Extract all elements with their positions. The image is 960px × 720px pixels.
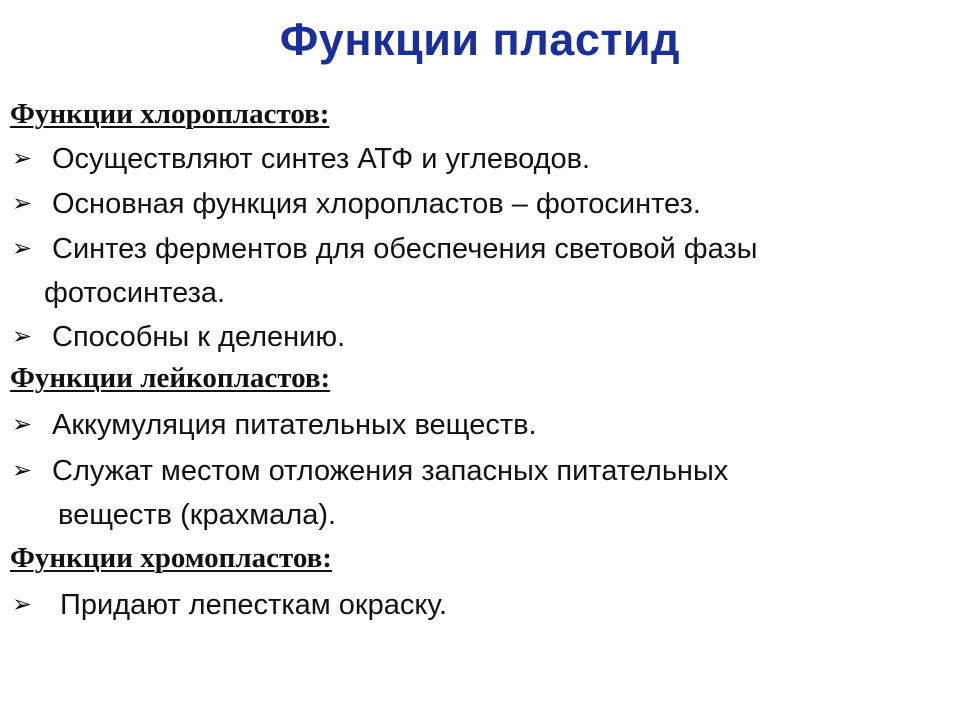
list-item-text: Способны к делению. (52, 321, 346, 353)
arrow-bullet-icon: ➢ (12, 322, 33, 350)
arrow-bullet-icon: ➢ (12, 189, 33, 217)
list-item (12, 226, 758, 315)
list-item-continuation: фотосинтеза. (44, 277, 226, 309)
arrow-bullet-icon: ➢ (12, 590, 33, 618)
list-item (12, 181, 701, 226)
list-item (12, 314, 345, 359)
list-item (12, 136, 590, 181)
arrow-bullet-icon: ➢ (12, 234, 33, 262)
list-item-text: Синтез ферментов для обеспечения световой фазы (52, 233, 758, 265)
slide-title: Функции пластид (279, 14, 681, 65)
list-item (12, 448, 728, 537)
section-heading-chloroplasts: Функции хлоропластов: (10, 98, 330, 130)
arrow-bullet-icon: ➢ (12, 410, 33, 438)
arrow-bullet-icon: ➢ (12, 144, 33, 172)
list-item-text: Аккумуляция питательных веществ. (52, 409, 537, 441)
arrow-bullet-icon: ➢ (12, 456, 33, 484)
list-item-text: Служат местом отложения запасных питательных (52, 455, 729, 487)
list-item (12, 402, 537, 447)
section-heading-leucoplasts: Функции лейкопластов: (10, 362, 331, 394)
section-heading-chromoplasts: Функции хромопластов: (10, 542, 332, 574)
list-item-continuation: веществ (крахмала). (58, 499, 337, 531)
list-item-text: Осуществляют синтез АТФ и углеводов. (52, 143, 591, 175)
list-item-text: Придают лепесткам окраску. (60, 589, 448, 621)
list-item (12, 582, 447, 627)
list-item-text: Основная функция хлоропластов – фотосинтез. (52, 188, 701, 220)
